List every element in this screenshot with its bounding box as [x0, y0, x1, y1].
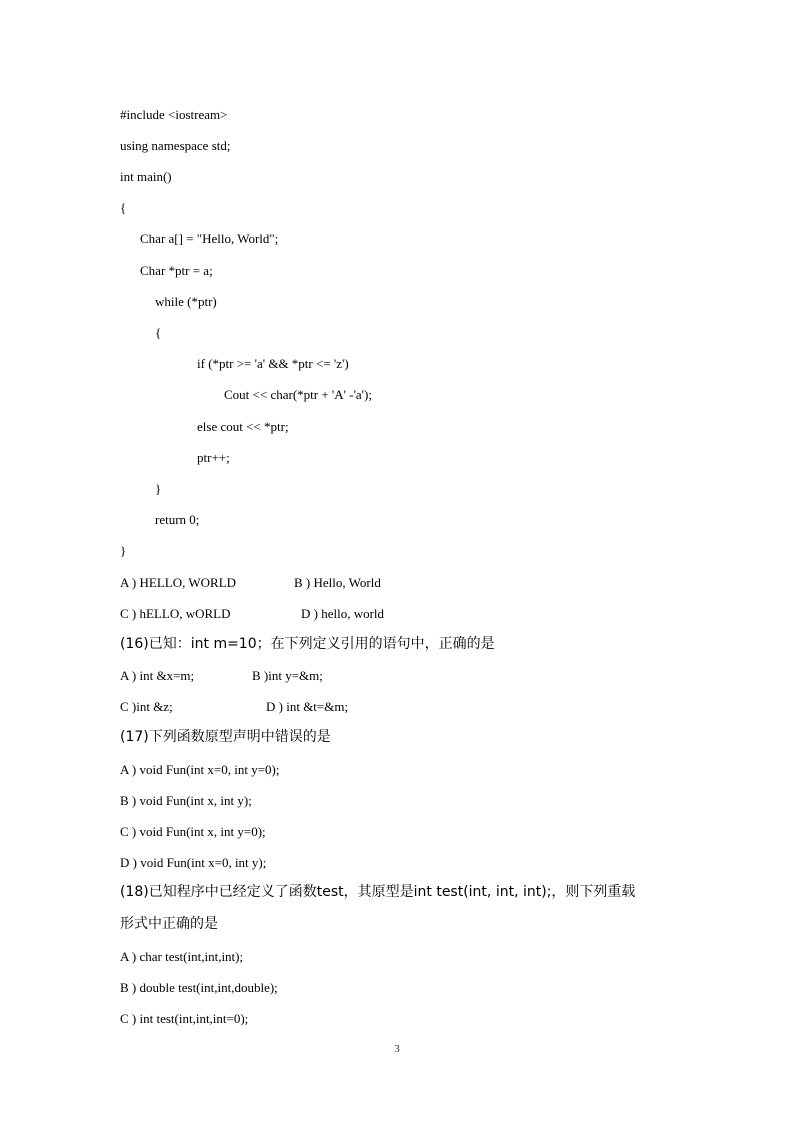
option-a: A ) int &x=m;	[120, 668, 195, 683]
option-b: B ) void Fun(int x, int y);	[120, 793, 252, 808]
code-line: while (*ptr)	[155, 294, 217, 309]
code-line: return 0;	[155, 512, 200, 527]
code-line: Cout << char(*ptr + 'A' -'a');	[224, 387, 372, 402]
code-line: }	[155, 481, 162, 496]
option-d: D ) hello, world	[301, 606, 385, 621]
code-line: if (*ptr >= 'a' && *ptr <= 'z')	[197, 356, 349, 371]
question-18-stem-continued: 形式中正确的是	[120, 916, 218, 932]
code-line: {	[155, 325, 162, 340]
option-a: A ) HELLO, WORLD	[120, 575, 237, 590]
code-line: Char a[] = "Hello, World";	[140, 231, 279, 246]
page-number: 3	[394, 1043, 400, 1055]
option-c: C ) void Fun(int x, int y=0);	[120, 824, 266, 839]
option-b: B ) double test(int,int,double);	[120, 980, 278, 995]
option-c: C ) hELLO, wORLD	[120, 606, 231, 621]
code-line: Char *ptr = a;	[140, 263, 213, 278]
code-line: ptr++;	[197, 450, 230, 465]
option-a: A ) void Fun(int x=0, int y=0);	[120, 762, 280, 777]
question-16-stem: (16)已知：int m=10；在下列定义引用的语句中，正确的是	[120, 636, 495, 652]
code-line: else cout << *ptr;	[197, 419, 289, 434]
code-line: #include <iostream>	[120, 107, 228, 122]
code-line: {	[120, 200, 127, 215]
option-c: C )int &z;	[120, 699, 173, 714]
code-line: }	[120, 543, 127, 558]
option-c: C ) int test(int,int,int=0);	[120, 1011, 249, 1026]
code-line: int main()	[120, 169, 172, 184]
question-18-stem: (18)已知程序中已经定义了函数test，其原型是int test(int, int, int);，则下列重载	[120, 884, 636, 900]
code-line: using namespace std;	[120, 138, 231, 153]
option-b: B )int y=&m;	[252, 668, 323, 683]
option-a: A ) char test(int,int,int);	[120, 949, 244, 964]
option-d: D ) int &t=&m;	[266, 699, 349, 714]
option-b: B ) Hello, World	[294, 575, 381, 590]
option-d: D ) void Fun(int x=0, int y);	[120, 855, 267, 870]
question-17-stem: (17)下列函数原型声明中错误的是	[120, 729, 331, 745]
